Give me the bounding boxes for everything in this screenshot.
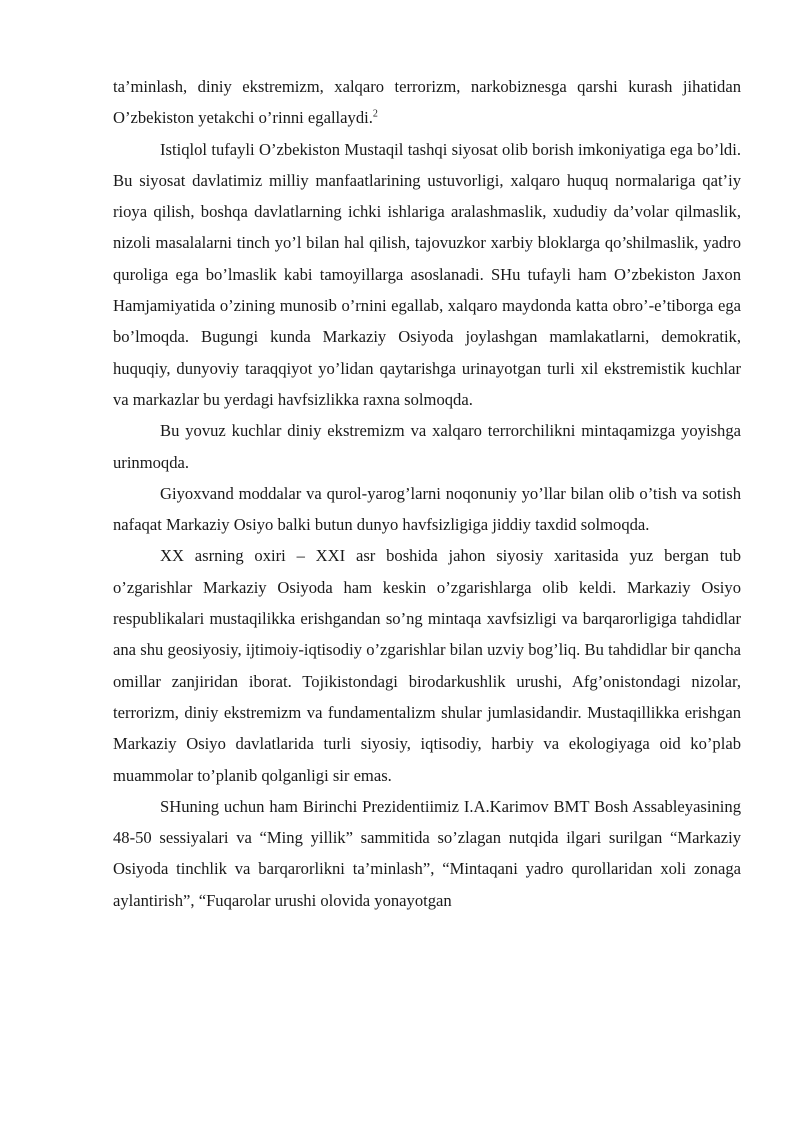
paragraph-1-text: ta’minlash, diniy ekstremizm, xalqaro terrorizm, narkobiznesga qarshi kurash jihatidan O’zbekiston yetakchi o’rinni egallaydi.: [113, 77, 741, 128]
footnote-marker[interactable]: 2: [372, 108, 378, 120]
paragraph-3: Bu yovuz kuchlar diniy ekstremizm va xalqaro terrorchilikni mintaqamizga yoyishga urinmoqda.: [113, 421, 741, 472]
paragraph-2: Istiqlol tufayli O’zbekiston Mustaqil tashqi siyosat olib borish imkoniyatiga ega bo’ldi. Bu siyosat davlatimiz milliy manfaatlarining ustuvorligi, xalqaro huquq normalariga qat’iy rioya qilish, boshqa davlatlarning ichki ishlariga aralashmaslik, xududiy da’volar qilmaslik, nizoli masalalarni tinch yo’l bilan hal qilish, tajovuzkor xarbiy bloklarga qo’shilmaslik, yadro quroliga ega bo’lmaslik kabi tamoyillarga asoslanadi. SHu tufayli ham O’zbekiston Jaxon Hamjamiyatida o’zining munosib o’rnini egallab, xalqaro maydonda katta obro’-e’tiborga ega bo’lmoqda. Bugungi kunda Markaziy Osiyoda joylashgan mamlakatlarni, demokratik, huquqiy, dunyoviy taraqqiyot yo’lidan qaytarishga urinayotgan turli xil ekstremistik kuchlar va markazlar bu yerdagi havfsizlikka raxna solmoqda.: [113, 139, 741, 409]
document-page: [113, 71, 741, 916]
paragraph-6: SHuning uchun ham Birinchi Prezidentiimiz I.A.Karimov BMT Bosh Assableyasining 48-50 sessiyalari va “Ming yillik” sammitida so’zlagan nutqida ilgari surilgan “Markaziy Osiyoda tinchlik va barqarorlikni ta’minlash”, “Mintaqani yadro qurollaridan xoli zonaga aylantirish”, “Fuqarolar urushi olovida yonayotgan: [113, 796, 741, 910]
paragraph-5: XX asrning oxiri – XXI asr boshida jahon siyosiy xaritasida yuz bergan tub o’zgarishlar Markaziy Osiyoda ham keskin o’zgarishlarga olib keldi. Markaziy Osiyo respublikalari mustaqilikka erishgandan so’ng mintaqa xavfsizligi va barqarorligiga tahdidlar ana shu geosiyosiy, ijtimoiy-iqtisodiy o’zgarishlar bilan uzviy bog’liq. Bu tahdidlar bir qancha omillar zanjiridan iborat. Tojikistondagi birodarkushlik urushi, Afg’onistondagi nizolar, terrorizm, diniy ekstremizm va fundamentalizm shular jumlasidandir. Mustaqillikka erishgan Markaziy Osiyo davlatlarida turli siyosiy, iqtisodiy, harbiy va ekologiyaga oid ko’plab muammolar to’planib qolganligi sir emas.: [113, 546, 741, 785]
paragraph-1: [113, 71, 741, 134]
paragraph-4: Giyoxvand moddalar va qurol-yarog’larni noqonuniy yo’llar bilan olib o’tish va sotish nafaqat Markaziy Osiyo balki butun dunyo havfsizligiga jiddiy taxdid solmoqda.: [113, 483, 741, 535]
